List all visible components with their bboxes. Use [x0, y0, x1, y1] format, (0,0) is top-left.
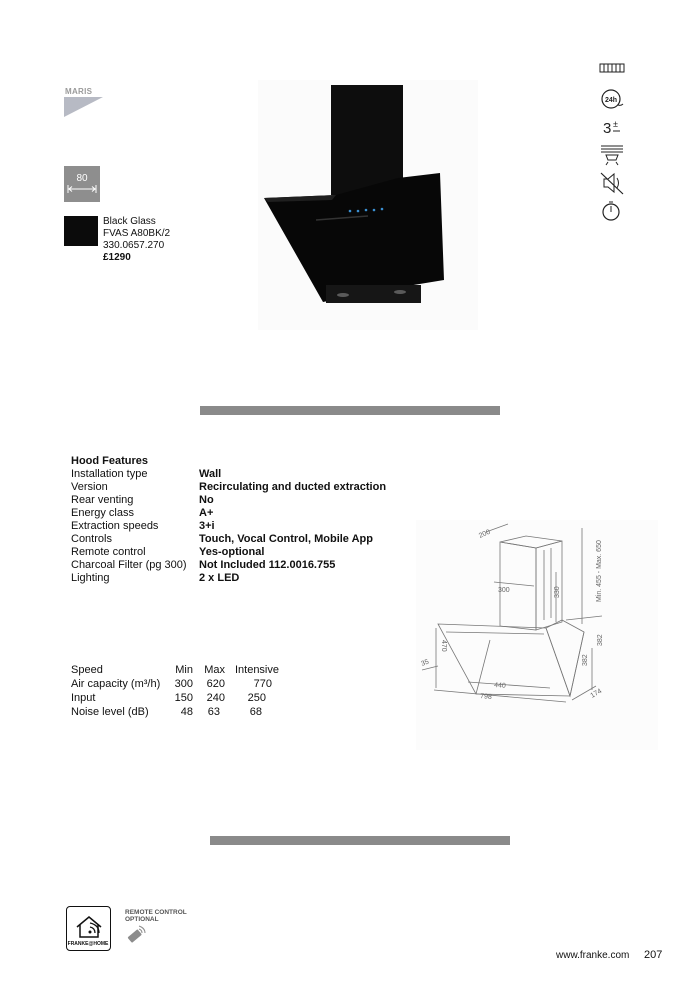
width-value: 80 [76, 173, 88, 184]
dim-label: Min. 455 - Max. 650 [596, 540, 603, 602]
svg-text:3: 3 [603, 120, 612, 137]
speed-table [71, 663, 279, 719]
3-plus-speeds-icon [596, 113, 628, 141]
variant-model: FVAS A80BK/2 [103, 228, 171, 239]
feature-row [71, 559, 386, 572]
dim-label: 440 [493, 682, 507, 690]
svg-text:24h: 24h [604, 97, 618, 104]
speed-cell: Noise level (dB) [71, 706, 149, 718]
dim-label: 200 [477, 528, 492, 540]
speed-row [71, 677, 279, 691]
dim-label: 35 [420, 658, 431, 668]
footer-url: www.franke.com [556, 950, 630, 961]
variant-code: 330.0657.270 [103, 240, 165, 251]
feature-row [71, 507, 386, 520]
feature-label: Version [71, 481, 108, 493]
feature-value: Not Included 112.0016.755 [199, 559, 336, 571]
dim-label: 330 [554, 586, 561, 598]
speed-header: Speed [71, 664, 103, 676]
led-lighting-icon [596, 141, 628, 169]
feature-row [71, 468, 386, 481]
feature-row [71, 533, 386, 546]
feature-value: Wall [199, 468, 222, 480]
speed-cell: 63 [207, 706, 220, 718]
speed-header: Max [204, 664, 225, 676]
range-wedge [64, 97, 104, 119]
page-number: 207 [644, 949, 663, 961]
finish-swatch [64, 216, 98, 246]
dim-label: 300 [498, 587, 510, 594]
divider-top [200, 406, 500, 415]
speed-cell: Air capacity (m³/h) [71, 678, 161, 690]
speed-row [71, 705, 279, 719]
dim-label: 174 [589, 687, 604, 700]
feature-row [71, 572, 386, 585]
speed-cell: 620 [206, 678, 225, 690]
feature-value: No [199, 494, 214, 506]
speed-header-row [71, 663, 279, 677]
speed-cell: 240 [206, 692, 225, 704]
feature-label: Remote control [71, 546, 146, 558]
speed-cell: 68 [249, 706, 262, 718]
product-image [258, 80, 478, 330]
dim-label: 470 [440, 640, 447, 652]
24h-icon [596, 85, 628, 113]
feature-label: Rear venting [71, 494, 134, 506]
hood-features [71, 455, 386, 585]
speed-cell: 150 [174, 692, 193, 704]
width-arrow-icon [67, 185, 97, 193]
smart-home-icon [74, 911, 104, 941]
dimension-drawing [416, 520, 658, 750]
dim-label: 382 [582, 654, 589, 666]
variant-finish: Black Glass [103, 216, 156, 227]
speed-cell: Input [71, 692, 96, 704]
silent-icon [596, 169, 628, 197]
speed-cell: 48 [180, 706, 193, 718]
divider-bottom [210, 836, 510, 845]
features-heading: Hood Features [71, 455, 149, 467]
remote-control-label: REMOTE CONTROL OPTIONAL [125, 909, 187, 923]
timer-icon [596, 197, 628, 225]
feature-label: Charcoal Filter (pg 300) [71, 559, 187, 571]
franke-home-label: FRANKE@HOME [67, 941, 109, 947]
range-name: MARIS [65, 87, 93, 96]
feature-value: 3+i [199, 520, 215, 532]
feature-row [71, 546, 386, 559]
feature-row [71, 520, 386, 533]
feature-label: Energy class [71, 507, 134, 519]
variant-details [103, 216, 170, 264]
width-badge [64, 166, 100, 202]
feature-icons [596, 57, 628, 225]
feature-value: Recirculating and ducted extraction [199, 481, 387, 493]
feature-label: Lighting [71, 572, 110, 584]
feature-value: A+ [199, 507, 214, 519]
feature-value: Yes-optional [199, 546, 265, 558]
speed-header: Min [175, 664, 193, 676]
franke-home-badge [66, 906, 111, 951]
feature-label: Controls [71, 533, 112, 545]
speed-header: Intensive [234, 664, 279, 676]
dim-label: 382 [597, 634, 604, 646]
grease-filter-icon [596, 57, 628, 85]
feature-value: Touch, Vocal Control, Mobile App [199, 533, 373, 545]
feature-row [71, 481, 386, 494]
variant-price: £1290 [103, 252, 131, 263]
speed-cell: 300 [174, 678, 193, 690]
svg-text:±: ± [613, 119, 618, 129]
speed-cell: 770 [253, 678, 272, 690]
dim-label: 798 [479, 693, 493, 702]
feature-label: Installation type [71, 468, 148, 480]
feature-label: Extraction speeds [71, 520, 159, 532]
speed-row [71, 691, 279, 705]
remote-control-icon [124, 925, 146, 947]
speed-cell: 250 [247, 692, 266, 704]
feature-row [71, 494, 386, 507]
feature-value: 2 x LED [199, 572, 240, 584]
